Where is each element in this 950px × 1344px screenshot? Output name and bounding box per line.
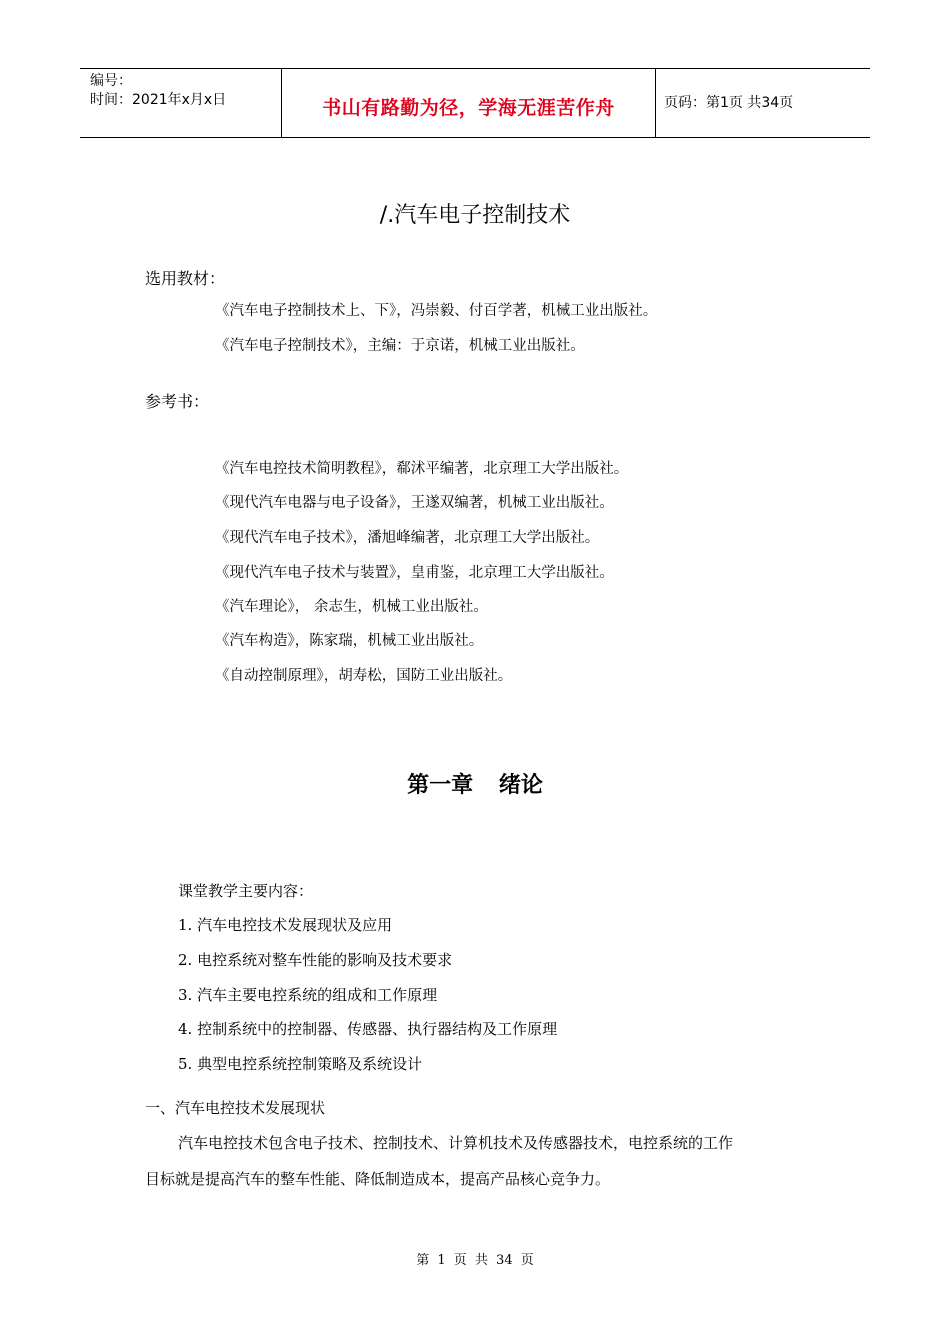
reference-item: 《现代汽车电子技术与装置》，皇甫鉴，北京理工大学出版社。 [215,565,614,581]
content-item: 2. 电控系统对整车性能的影响及技术要求 [178,951,453,969]
content-item: 3. 汽车主要电控系统的组成和工作原理 [178,986,438,1004]
document-title: /.汽车电子控制技术 [379,203,571,228]
header-table [80,68,870,138]
reference-item: 《自动控制原理》，胡寿松，国防工业出版社。 [215,668,513,684]
header-right-cell [656,69,870,137]
page-footer: 第 1 页 共 34 页 [416,1253,534,1268]
header-center-cell [281,69,656,137]
content-label: 课堂教学主要内容： [178,882,314,900]
motto: 书山有路勤为径，学海无涯苦作舟 [322,97,615,119]
number-label: 编号： [90,73,132,89]
content-item: 1. 汽车电控技术发展现状及应用 [178,916,393,934]
textbook-item: 《汽车电子控制技术》，主编：于京诺，机械工业出版社。 [215,338,585,354]
reference-item: 《现代汽车电子技术》，潘旭峰编著，北京理工大学出版社。 [215,530,600,546]
reference-item: 《汽车构造》，陈家瑞，机械工业出版社。 [215,633,484,649]
reference-item: 《汽车理论》， 余志生，机械工业出版社。 [215,599,488,615]
page-info: 页码：第1页 共34页 [664,95,794,111]
textbooks-label: 选用教材： [145,269,226,288]
content-item: 5. 典型电控系统控制策略及系统设计 [178,1055,423,1073]
reference-item: 《汽车电控技术简明教程》，郗沭平编著，北京理工大学出版社。 [215,461,629,477]
references-label: 参考书： [145,392,210,411]
reference-item: 《现代汽车电器与电子设备》，王遂双编著，机械工业出版社。 [215,495,614,511]
chapter-title: 第一章 绪论 [407,773,543,798]
paragraph-line: 汽车电控技术包含电子技术、控制技术、计算机技术及传感器技术，电控系统的工作 [178,1134,734,1152]
textbook-item: 《汽车电子控制技术上、下》，冯崇毅、付百学著，机械工业出版社。 [215,303,658,319]
content-item: 4. 控制系统中的控制器、传感器、执行器结构及工作原理 [178,1020,558,1038]
paragraph-line: 目标就是提高汽车的整车性能、降低制造成本，提高产品核心竞争力。 [145,1170,611,1188]
time-label: 时间：2021年x月x日 [90,92,227,108]
header-left-cell [80,69,280,137]
section-title: 一、汽车电控技术发展现状 [145,1099,326,1117]
